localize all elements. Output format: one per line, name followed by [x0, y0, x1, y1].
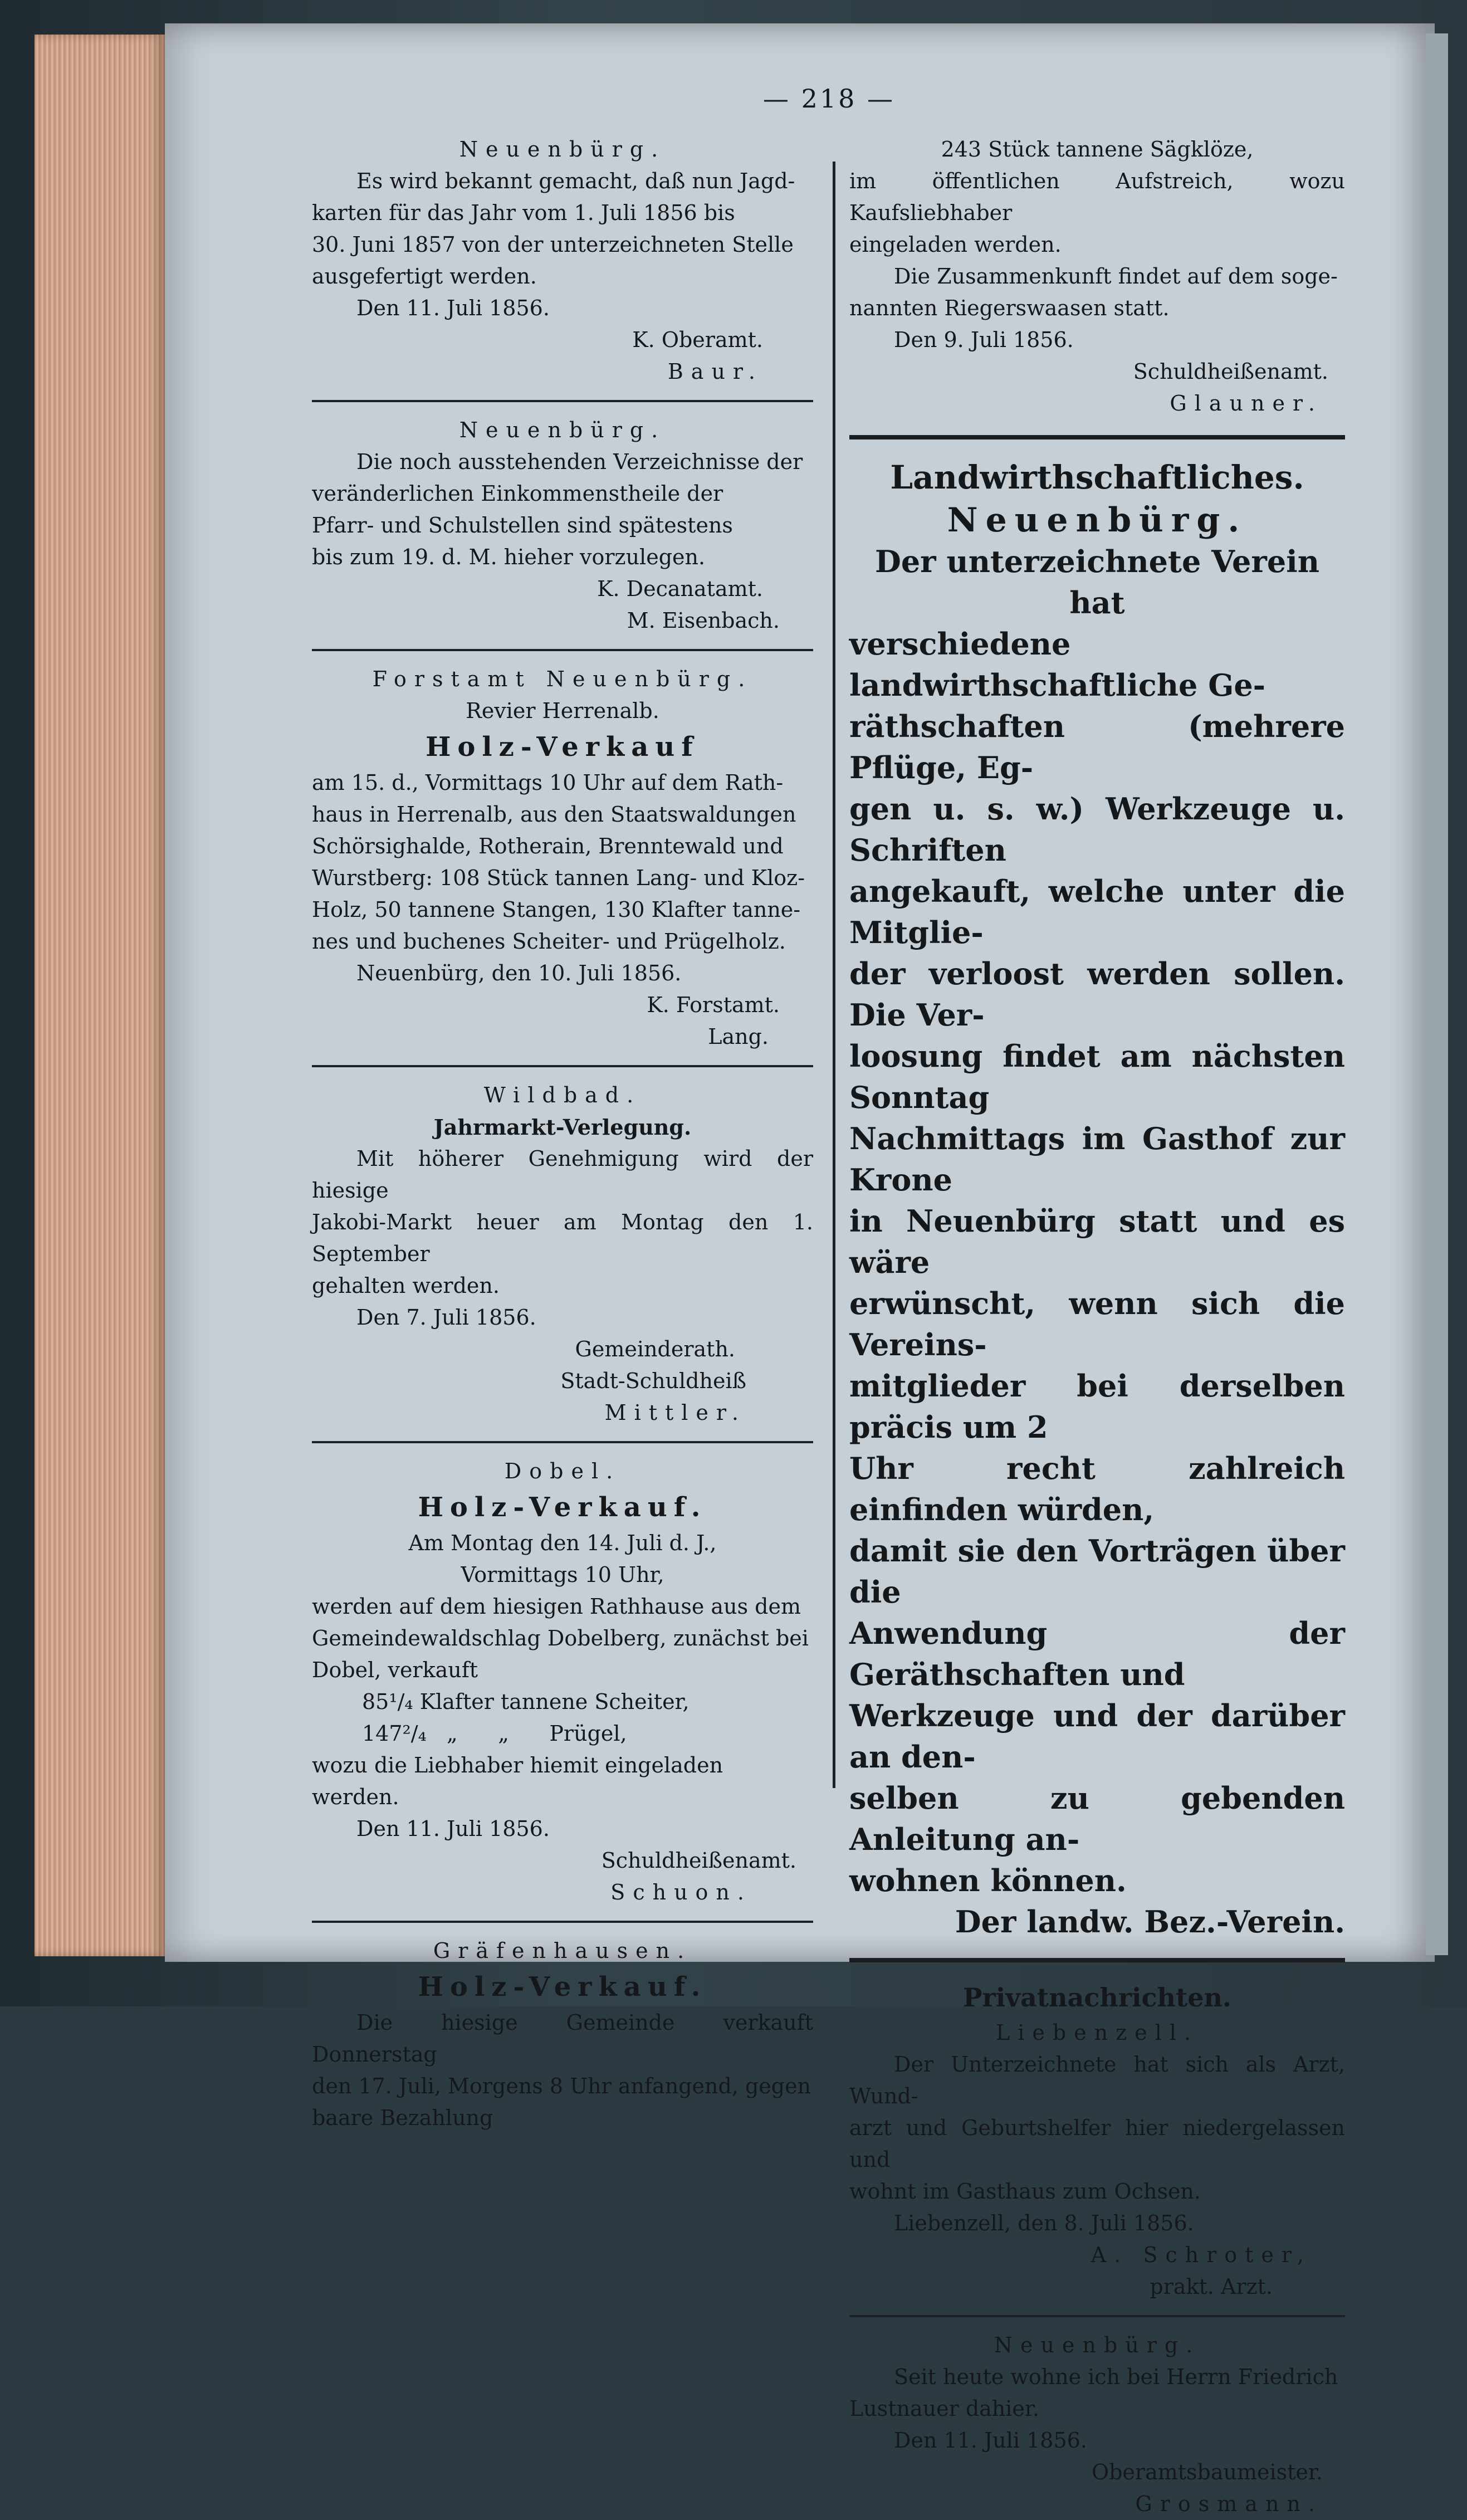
- notice-line: Holz, 50 tannene Stangen, 130 Klafter tanne-: [312, 897, 801, 922]
- notice-line: Der unterzeichnete Verein hat: [875, 544, 1319, 621]
- notice-time-line: Vormittags 10 Uhr,: [461, 1562, 664, 1587]
- notice-line: Uhr recht zahlreich einfinden würden,: [849, 1451, 1345, 1527]
- notice-line: eingeladen werden.: [849, 232, 1062, 257]
- notice-line: nes und buchenes Scheiter- und Prügelholz.: [312, 929, 786, 954]
- notice-date: Den 11. Juli 1856.: [356, 1816, 550, 1841]
- right-column: [849, 134, 1345, 2520]
- notice-line: baare Bezahlung: [312, 2106, 493, 2130]
- notice-line: loosung findet am nächsten Sonntag: [849, 1038, 1345, 1115]
- notice-umzug: [849, 2329, 1345, 2520]
- notice-title: Jahrmarkt-Verlegung.: [433, 1115, 692, 1140]
- notice-line: Wurstberg: 108 Stück tannen Lang- und Kloz-: [312, 866, 805, 890]
- notice-line: am 15. d., Vormittags 10 Uhr auf dem Rath-: [312, 770, 784, 795]
- notice-office: Gemeinderath.: [575, 1337, 735, 1361]
- notice-signer: Baur.: [667, 359, 763, 384]
- notice-date: Den 9. Juli 1856.: [894, 328, 1074, 352]
- notice-line: haus in Herrenalb, aus den Staatswaldungen: [312, 802, 796, 827]
- notice-title: Holz-Verkauf: [426, 731, 700, 763]
- notice-place: Neuenbürg.: [459, 418, 666, 442]
- notice-office: K. Oberamt.: [632, 328, 763, 352]
- notice-line: damit sie den Vorträgen über die: [849, 1533, 1345, 1610]
- notice-place: Neuenbürg.: [459, 137, 666, 162]
- notice-office: Schuldheißenamt.: [1133, 359, 1328, 384]
- notice-signer-title: prakt. Arzt.: [1150, 2274, 1273, 2299]
- notice-date: Neuenbürg, den 10. Juli 1856.: [356, 961, 682, 985]
- notice-date-line: Am Montag den 14. Juli d. J.,: [408, 1531, 717, 1555]
- notice-subplace: Revier Herrenalb.: [466, 699, 659, 723]
- notice-line: räthschaften (mehrere Pflüge, Eg-: [849, 709, 1345, 785]
- notice-place: Forstamt Neuenbürg.: [372, 667, 753, 691]
- notice-office: K. Decanatamt.: [597, 577, 763, 601]
- page-right-edge: [1426, 33, 1448, 1955]
- notice-signer: Der landw. Bez.-Verein.: [955, 1904, 1345, 1940]
- notice-line: Seit heute wohne ich bei Herrn Friedrich: [894, 2365, 1338, 2389]
- book-page-edges: [35, 35, 168, 1956]
- section-title: Privatnachrichten.: [963, 1982, 1231, 2013]
- notice-line: wozu die Liebhaber hiemit eingeladen werden.: [312, 1753, 723, 1809]
- notice-signer: A. Schroter,: [1091, 2243, 1312, 2267]
- notice-signer: Grosmann.: [1135, 2492, 1323, 2516]
- notice-line: mitglieder bei derselben präcis um 2: [849, 1368, 1345, 1445]
- notice-title: Holz-Verkauf.: [418, 1492, 707, 1523]
- notice-line: Dobel, verkauft: [312, 1658, 478, 1682]
- divider: [312, 1065, 813, 1067]
- notice-line: in Neuenbürg statt und es wäre: [849, 1203, 1345, 1280]
- notice-line: Gemeindewaldschlag Dobelberg, zunächst bei: [312, 1626, 809, 1650]
- notice-line: Es wird bekannt gemacht, daß nun Jagd-: [356, 169, 795, 193]
- notice-line: 243 Stück tannene Sägklöze,: [941, 137, 1254, 162]
- notice-saegkloeze: [849, 134, 1345, 419]
- notice-signer: Glauner.: [1170, 391, 1323, 416]
- divider: [312, 1441, 813, 1443]
- notice-line: Anwendung der Geräthschaften und: [849, 1615, 1345, 1692]
- notice-place: Wildbad.: [483, 1083, 642, 1107]
- notice-place: Neuenbürg.: [994, 2333, 1201, 2357]
- notice-line: 30. Juni 1857 von der unterzeichneten Stelle: [312, 232, 794, 257]
- notice-line: im öffentlichen Aufstreich, wozu Kaufsliebhaber: [849, 169, 1345, 225]
- notice-line: selben zu gebenden Anleitung an-: [849, 1780, 1345, 1857]
- notice-line: ausgefertigt werden.: [312, 264, 537, 289]
- notice-place: Liebenzell.: [995, 2020, 1199, 2045]
- notice-line: karten für das Jahr vom 1. Juli 1856 bis: [312, 201, 735, 225]
- notice-line: den 17. Juli, Morgens 8 Uhr anfangend, gegen: [312, 2074, 811, 2098]
- notice-line: Die hiesige Gemeinde verkauft Donnerstag: [312, 2010, 813, 2067]
- notice-item: 147²/₄ „ „ Prügel,: [362, 1721, 627, 1746]
- notice-line: bis zum 19. d. M. hieher vorzulegen.: [312, 545, 706, 569]
- notice-office-2: Stadt-Schuldheiß: [560, 1369, 746, 1393]
- notice-signer: Lang.: [708, 1024, 769, 1049]
- divider: [312, 649, 813, 651]
- notice-verzeichnisse: [312, 414, 813, 637]
- notice-line: verschiedene landwirthschaftliche Ge-: [849, 626, 1266, 703]
- divider: [849, 2315, 1345, 2317]
- section-divider: [849, 1958, 1345, 1962]
- notice-line: angekauft, welche unter die Mitglie-: [849, 873, 1345, 950]
- notice-date: Liebenzell, den 8. Juli 1856.: [894, 2211, 1194, 2235]
- notice-title: Holz-Verkauf.: [418, 1971, 707, 2003]
- notice-jagdkarten: [312, 134, 813, 388]
- section-divider: [849, 435, 1345, 439]
- notice-line: Schörsighalde, Rotherain, Brenntewald und: [312, 834, 784, 858]
- divider: [312, 400, 813, 402]
- notice-holzverkauf-dobel: [312, 1456, 813, 1908]
- notice-holzverkauf-graefenhausen: [312, 1935, 813, 2134]
- left-column: [312, 134, 813, 2134]
- notice-place: Neuenbürg.: [947, 501, 1248, 540]
- notice-line: Die Zusammenkunft findet auf dem soge-: [894, 264, 1338, 289]
- notice-line: veränderlichen Einkommenstheile der: [312, 481, 723, 506]
- section-title: Landwirthschaftliches.: [890, 458, 1304, 496]
- notice-line: wohnen können.: [849, 1863, 1127, 1898]
- column-divider: [833, 162, 835, 1788]
- notice-signer: Mittler.: [604, 1400, 746, 1425]
- notice-office: Oberamtsbaumeister.: [1091, 2460, 1323, 2484]
- divider: [312, 1921, 813, 1923]
- notice-line: der verloost werden sollen. Die Ver-: [849, 956, 1345, 1033]
- notice-line: Die noch ausstehenden Verzeichnisse der: [356, 450, 803, 474]
- section-privatnachrichten: [849, 1978, 1345, 2303]
- notice-date: Den 11. Juli 1856.: [894, 2428, 1087, 2453]
- notice-line: Pfarr- und Schulstellen sind spätestens: [312, 513, 733, 538]
- notice-holzverkauf-herrenalb: [312, 663, 813, 1053]
- notice-item: 85¹/₄ Klafter tannene Scheiter,: [362, 1689, 690, 1714]
- notice-date: Den 11. Juli 1856.: [356, 296, 550, 320]
- page-number: — 218 —: [763, 84, 896, 114]
- notice-office: K. Forstamt.: [647, 993, 780, 1017]
- notice-line: Jakobi-Markt heuer am Montag den 1. September: [312, 1210, 813, 1266]
- notice-line: Werkzeuge und der darüber an den-: [849, 1698, 1345, 1775]
- notice-line: erwünscht, wenn sich die Vereins-: [849, 1286, 1345, 1362]
- notice-line: arzt und Geburtshelfer hier niedergelassen und: [849, 2116, 1345, 2172]
- notice-line: gehalten werden.: [312, 1273, 500, 1298]
- notice-date: Den 7. Juli 1856.: [356, 1305, 536, 1330]
- notice-line: Der Unterzeichnete hat sich als Arzt, Wund-: [849, 2052, 1345, 2108]
- section-landwirthschaftliches: [849, 455, 1345, 1942]
- notice-line: gen u. s. w.) Werkzeuge u. Schriften: [849, 791, 1345, 868]
- notice-line: Nachmittags im Gasthof zur Krone: [849, 1121, 1345, 1198]
- notice-signer: M. Eisenbach.: [627, 608, 780, 633]
- notice-jahrmarkt: [312, 1080, 813, 1429]
- notice-signer: Schuon.: [610, 1880, 752, 1904]
- notice-office: Schuldheißenamt.: [601, 1848, 796, 1873]
- notice-line: werden auf dem hiesigen Rathhause aus dem: [312, 1594, 801, 1619]
- notice-place: Dobel.: [504, 1459, 621, 1483]
- notice-line: nannten Riegerswaasen statt.: [849, 296, 1170, 320]
- notice-line: Lustnauer dahier.: [849, 2396, 1039, 2421]
- notice-line: wohnt im Gasthaus zum Ochsen.: [849, 2179, 1201, 2204]
- notice-place: Gräfenhausen.: [433, 1938, 692, 1963]
- notice-line: Mit höherer Genehmigung wird der hiesige: [312, 1146, 813, 1203]
